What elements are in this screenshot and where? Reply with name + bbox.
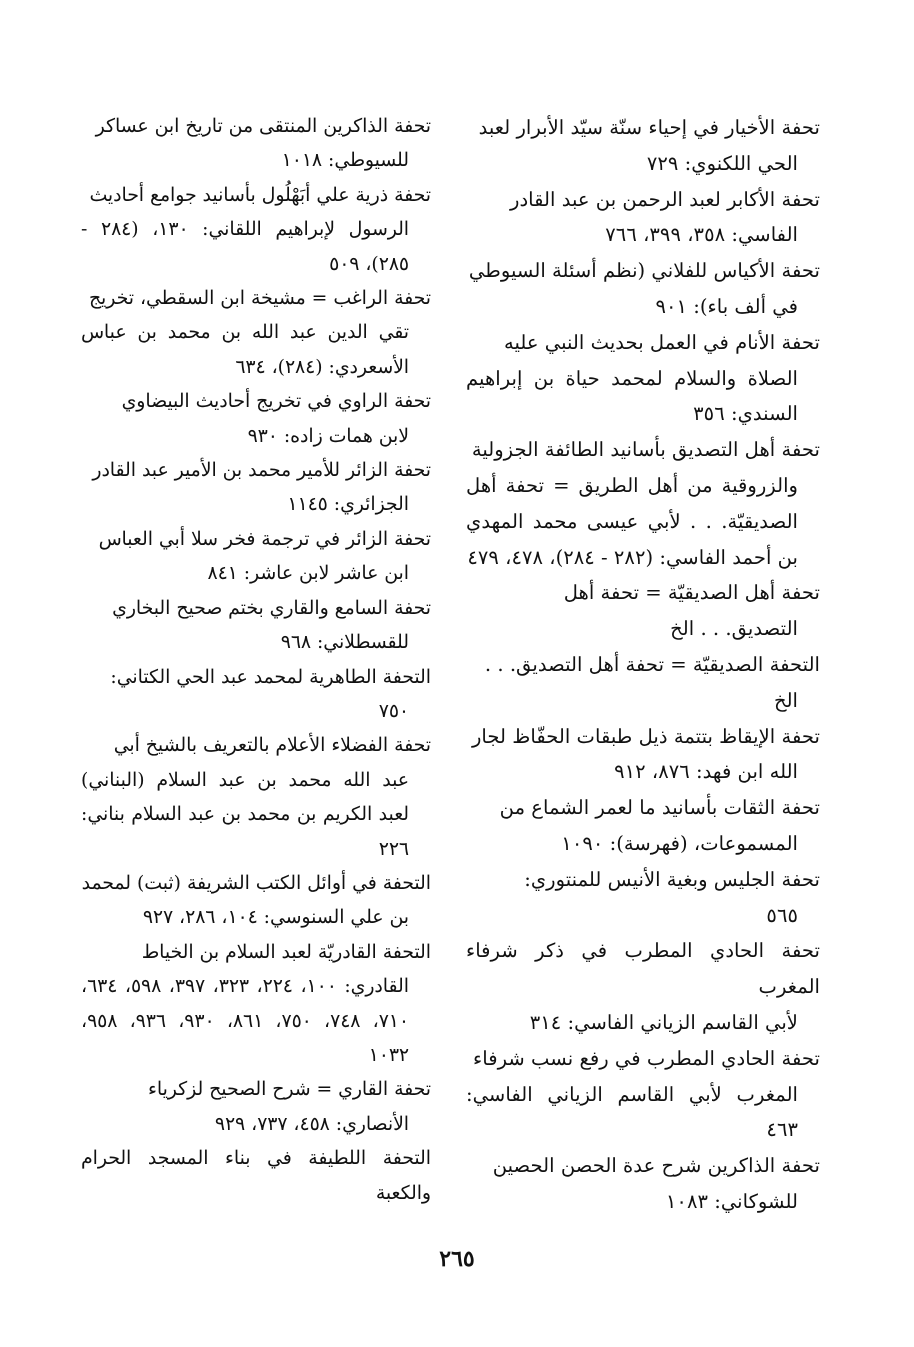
index-entry: [466, 647, 820, 719]
index-entry: [466, 790, 820, 862]
entry-title: تحفة الأنام في العمل بحديث النبي عليه: [503, 330, 820, 354]
index-entry: [466, 110, 820, 182]
entry-title: تحفة الأكياس للفلاني (نظم أسئلة السيوطي: [468, 259, 820, 283]
entry-continuation: للقسطلاني: ٩٦٨: [280, 632, 409, 654]
entry-continuation: الخ: [773, 688, 798, 712]
entry-continuation: المسموعات، (فهرسة): ١٠٩٠: [561, 831, 798, 855]
entry-continuation: بن علي السنوسي: ١٠٤، ٢٨٦، ٩٢٧: [142, 907, 409, 929]
entry-title: تحفة الراوي في تخريج أحاديث البيضاوي: [121, 391, 431, 413]
entry-title: تحفة الذاكرين شرح عدة الحصن الحصين: [492, 1154, 820, 1178]
entry-continuation: لأبي القاسم الزياني الفاسي: ٣١٤: [529, 1010, 798, 1034]
entry-continuation: لابن همات زاده: ٩٣٠: [247, 425, 409, 447]
entry-title: التحفة القادريّة لعبد السلام بن الخياط: [141, 941, 431, 963]
entry-continuation: عبد الله محمد بن عبد السلام (البناني) لعبد الكريم بن محمد بن عبد السلام بناني: ٢٢٦: [81, 769, 409, 860]
entry-title: تحفة الزائر في ترجمة فخر سلا أبي العباس: [98, 528, 431, 550]
entry-continuation: الصلاة والسلام لمحمد حياة بن إبراهيم السندي: ٣٥٦: [466, 366, 798, 426]
index-entry: [466, 1041, 820, 1148]
entry-continuation: تقي الدين عبد الله بن محمد بن عباس الأسعردي: (٢٨٤)، ٦٣٤: [81, 322, 409, 378]
index-entry: [81, 729, 431, 867]
index-column-left: [81, 110, 431, 1211]
entry-title: تحفة الثقات بأسانيد ما لعمر الشماع من: [499, 796, 820, 820]
entry-title: تحفة الذاكرين المنتقى من تاريخ ابن عساكر: [95, 116, 431, 137]
entry-continuation: ٧٥٠: [378, 700, 409, 722]
page-number: ٢٦٥: [439, 1246, 475, 1272]
entry-title: التحفة الطاهرية لمحمد عبد الحي الكتاني:: [110, 666, 431, 688]
index-entry: [81, 1073, 431, 1142]
entry-title: تحفة أهل التصديق بأسانيد الطائفة الجزولية: [471, 438, 820, 462]
index-entry: [81, 936, 431, 1074]
entry-title: تحفة الإيقاظ بتتمة ذيل طبقات الحفّاظ لجار: [471, 724, 820, 748]
entry-title: تحفة الراغب = مشيخة ابن السقطي، تخريج: [88, 288, 431, 310]
entry-title: تحفة الجليس وبغية الأنيس للمنتوري:: [524, 867, 820, 891]
entry-continuation: ٥٦٥: [766, 903, 798, 927]
entry-title: تحفة السامع والقاري بختم صحيح البخاري: [112, 597, 431, 619]
index-entry: [81, 1142, 431, 1211]
index-entry: [466, 575, 820, 647]
index-entry: [466, 719, 820, 791]
index-entry: [466, 325, 820, 432]
entry-continuation: التصديق. . . الخ: [670, 617, 798, 641]
index-column-right: [466, 110, 820, 1220]
index-entry: [81, 523, 431, 592]
entry-title: التحفة اللطيفة في بناء المسجد الحرام والكعبة: [81, 1148, 431, 1204]
entry-title: التحفة الصديقيّة = تحفة أهل التصديق. . .: [484, 652, 820, 676]
entry-continuation: الجزائري: ١١٤٥: [287, 494, 409, 516]
entry-title: التحفة في أوائل الكتب الشريفة (ثبت) لمحمد: [81, 872, 431, 894]
entry-continuation: في ألف باء): ٩٠١: [655, 294, 798, 318]
index-entry: [466, 862, 820, 934]
index-entry: [466, 253, 820, 325]
entry-continuation: للسيوطي: ١٠١٨: [281, 150, 409, 172]
entry-continuation: للشوكاني: ١٠٨٣: [665, 1189, 798, 1213]
entry-title: تحفة الفضلاء الأعلام بالتعريف بالشيخ أبي: [113, 735, 431, 757]
entry-continuation: ابن عاشر لابن عاشر: ٨٤١: [207, 563, 409, 585]
entry-continuation: الله ابن فهد: ٨٧٦، ٩١٢: [614, 760, 798, 784]
index-entry: [81, 110, 431, 179]
index-entry: [466, 1148, 820, 1220]
entry-title: تحفة الحادي المطرب في ذكر شرفاء المغرب: [466, 939, 820, 999]
entry-continuation: المغرب لأبي القاسم الزياني الفاسي: ٤٦٣: [466, 1082, 798, 1142]
entry-title: تحفة الأخيار في إحياء سنّة سيّد الأبرار لعبد: [478, 116, 820, 139]
index-entry: [81, 592, 431, 661]
entry-title: تحفة الزائر للأمير محمد بن الأمير عبد القادر: [92, 460, 431, 482]
entry-title: تحفة أهل الصديقيّة = تحفة أهل: [563, 581, 820, 605]
entry-title: تحفة ذرية علي أبَهْلُول بأسانيد جوامع أحاديث: [89, 184, 431, 206]
index-entry: [81, 867, 431, 936]
entry-continuation: الحي اللكنوي: ٧٢٩: [646, 151, 798, 175]
index-entry: [81, 454, 431, 523]
index-entry: [466, 432, 820, 575]
entry-title: تحفة الأكابر لعبد الرحمن بن عبد القادر: [509, 187, 820, 211]
entry-continuation: والزروقية من أهل الطريق = تحفة أهل الصديقيّة. . . لأبي عيسى محمد المهدي بن أحمد الفاسي: (٢٨٢ - ٢٨٤)، ٤٧٨، ٤٧٩: [466, 473, 798, 569]
entry-title: تحفة القاري = شرح الصحيح لزكرياء: [148, 1079, 431, 1101]
index-entry: [81, 282, 431, 385]
entry-continuation: الأنصاري: ٤٥٨، ٧٣٧، ٩٢٩: [214, 1113, 409, 1135]
index-entry: [466, 182, 820, 254]
index-entry: [81, 385, 431, 454]
entry-continuation: الفاسي: ٣٥٨، ٣٩٩، ٧٦٦: [605, 223, 798, 247]
index-entry: [466, 933, 820, 1040]
entry-title: تحفة الحادي المطرب في رفع نسب شرفاء: [473, 1046, 820, 1070]
entry-continuation: الرسول لإبراهيم اللقاني: ١٣٠، (٢٨٤ - ٢٨٥)، ٥٠٩: [81, 219, 410, 275]
index-entry: [81, 661, 431, 730]
entry-continuation: القادري: ١٠٠، ٢٢٤، ٣٢٣، ٣٩٧، ٥٩٨، ٦٣٤، ٧١٠، ٧٤٨، ٧٥٠، ٨٦١، ٩٣٠، ٩٣٦، ٩٥٨، ١٠٣٢: [81, 976, 409, 1066]
index-entry: [81, 179, 431, 282]
